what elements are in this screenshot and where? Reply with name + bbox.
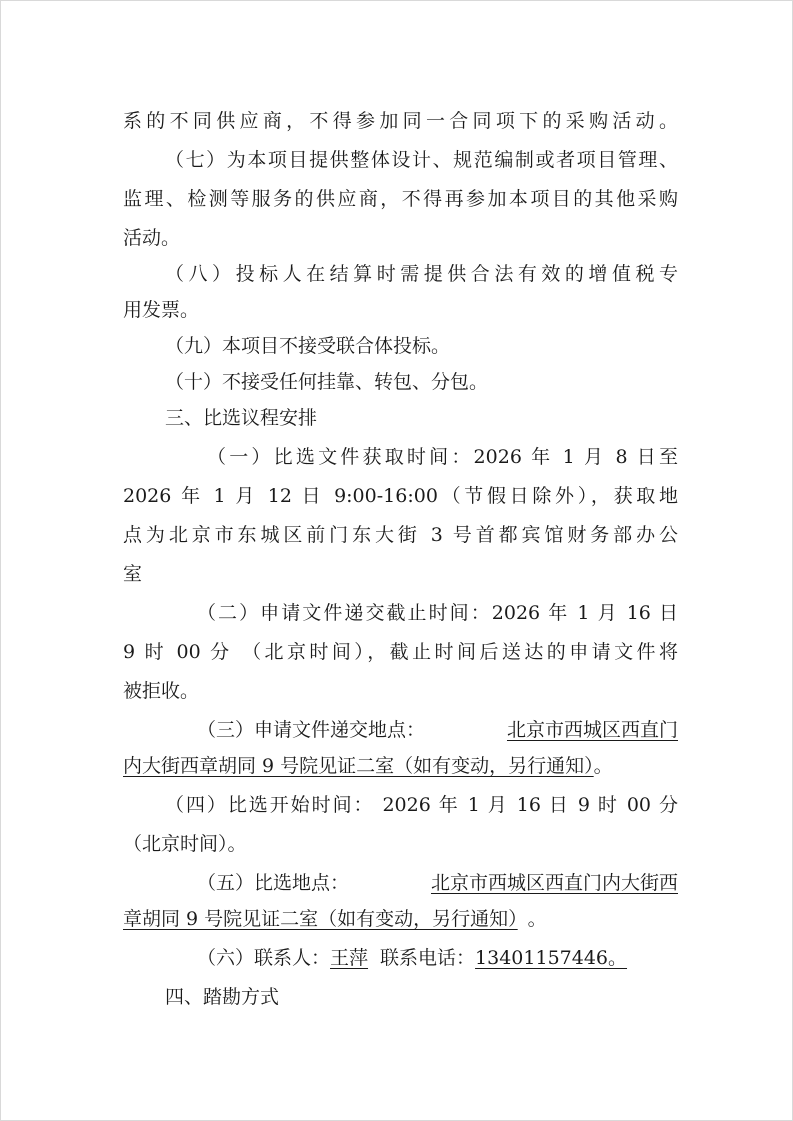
paragraph-line: 被拒收。 [123, 680, 200, 702]
venue-label: （五）比选地点： [197, 872, 350, 894]
paragraph-line: 9 时 00 分 （北京时间），截止时间后送达的申请文件将 [123, 641, 678, 663]
contact-line [197, 945, 678, 971]
contact-phone-label: 联系电话： [380, 947, 476, 969]
paragraph-line: （二）申请文件递交截止时间：2026 年 1 月 16 日 [197, 602, 678, 624]
venue-end: 。 [527, 908, 547, 930]
paragraph-line: 监理、检测等服务的供应商，不得再参加本项目的其他采购 [123, 188, 678, 210]
paragraph-line: （北京时间）。 [123, 833, 247, 855]
venue-value: 北京市西城区西直门内大街西 [430, 872, 678, 894]
paragraph-line: （七）为本项目提供整体设计、规范编制或者项目管理、 [165, 149, 678, 171]
venue-line [123, 906, 678, 932]
paragraph-line: 点为北京市东城区前门东大街 3 号首都宾馆财务部办公 [123, 524, 678, 546]
section-heading: 三、比选议程安排 [165, 407, 318, 429]
submit-place-value: 北京市西城区西直门 [506, 719, 678, 741]
paragraph-line: （九）本项目不接受联合体投标。 [165, 335, 451, 357]
paragraph-line: （八）投标人在结算时需提供合法有效的增值税专 [165, 263, 678, 285]
paragraph-line: 2026 年 1 月 12 日 9:00-16:00（节假日除外），获取地 [123, 485, 678, 507]
paragraph-line: 系的不同供应商，不得参加同一合同项下的采购活动。 [123, 110, 678, 132]
submit-place-value: 内大街西章胡同 9 号院见证二室（如有变动，另行通知） [123, 755, 594, 777]
paragraph-line: 用发票。 [123, 299, 200, 321]
paragraph-line: （四）比选开始时间： 2026 年 1 月 16 日 9 时 00 分 [165, 794, 678, 816]
contact-name: 王萍 [330, 947, 369, 969]
submit-place-end: 。 [593, 755, 613, 777]
section-heading: 四、踏勘方式 [165, 986, 280, 1008]
submit-place-line [197, 717, 678, 743]
venue-line [197, 870, 678, 896]
paragraph-line: 室 [123, 563, 143, 585]
paragraph-line: （十）不接受任何挂靠、转包、分包。 [165, 371, 489, 393]
venue-value: 章胡同 9 号院见证二室（如有变动，另行通知） [123, 908, 518, 930]
paragraph-line: （一）比选文件获取时间：2026 年 1 月 8 日至 [207, 446, 678, 468]
submit-place-line [123, 753, 683, 779]
submit-place-label: （三）申请文件递交地点： [197, 719, 426, 741]
contact-label: （六）联系人： [197, 947, 331, 969]
paragraph-line: 活动。 [123, 227, 181, 249]
contact-phone: 13401157446。 [475, 947, 628, 969]
